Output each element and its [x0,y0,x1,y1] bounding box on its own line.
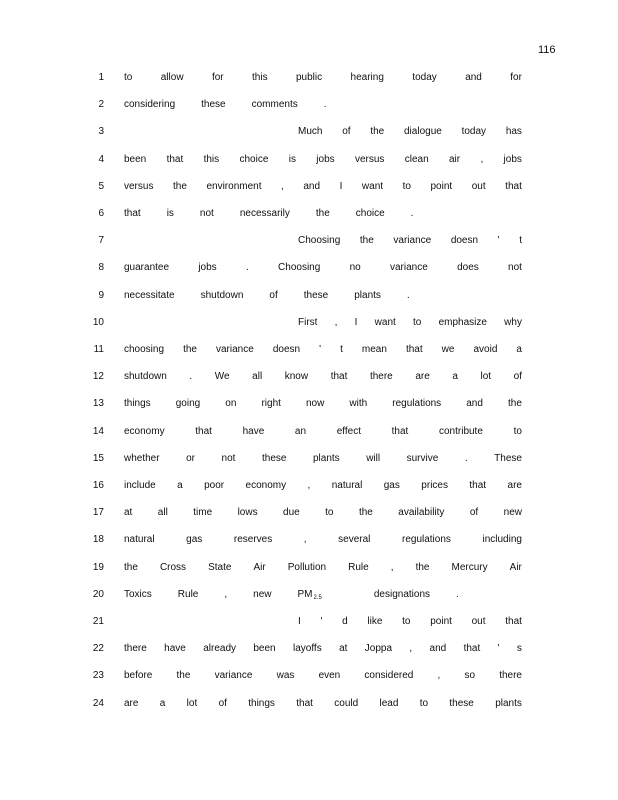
word: point [430,616,452,627]
line-text [124,99,522,110]
transcript-line [0,589,618,605]
word: today [461,126,487,138]
word: plants [495,697,522,709]
line-text [124,262,522,273]
word: we [441,344,455,355]
transcript-line [0,126,618,142]
word: Toxics [124,588,152,600]
word: Air [253,561,266,573]
line-text [124,208,522,219]
word: availability [398,507,445,519]
transcript-line [0,426,618,442]
line-text [298,235,522,246]
word: could [334,697,359,709]
word: or [186,452,196,464]
word: all [252,371,263,383]
word: lot [186,697,198,709]
word: , [281,180,284,192]
word: the [176,670,191,682]
line-text [124,670,522,681]
word: natural [331,480,363,491]
line-text [124,562,522,573]
word: due [283,507,300,519]
word: economy [124,425,165,437]
word: going [175,398,201,410]
word: layoffs [292,643,322,655]
word: these [303,289,329,301]
transcript-line [0,99,618,115]
word: considered [364,670,414,682]
word: an [294,425,307,437]
word: t [340,344,343,355]
line-number: 18 [92,534,104,546]
word: plants [312,452,340,464]
word: that [469,480,487,491]
word: not [508,262,522,274]
transcript-line [0,616,618,632]
word: to [402,616,411,627]
word: have [242,425,265,437]
transcript-line [0,72,618,88]
word: the [173,180,187,192]
word: of [469,507,479,519]
word: new [503,507,522,519]
line-text [124,72,522,83]
line-number: 6 [98,208,104,219]
word: will [366,452,381,464]
word: ' [320,616,323,627]
word: . [406,289,410,301]
word: considering [124,99,176,111]
word: to [124,72,133,83]
line-text [124,480,522,491]
word: the [358,507,373,519]
word: these [449,697,474,709]
line-number: 12 [92,371,104,383]
word: necessarily [239,208,290,219]
word: necessitate [124,289,175,301]
word: at [339,643,348,655]
word: Air [509,561,522,573]
line-text [124,534,522,545]
word: that [124,208,141,219]
word: including [482,534,522,546]
word: gas [383,480,400,491]
transcript-line [0,235,618,251]
word: so [464,670,476,682]
word: versus [354,153,385,165]
word: , [437,670,441,682]
word: Rule [348,561,369,573]
word: $PM_{2.5}$ [297,588,322,601]
word: for [510,72,522,83]
word: State [208,561,232,573]
line-text [124,507,522,518]
word: right [261,398,281,410]
transcript-line [0,398,618,414]
line-number: 4 [98,153,104,165]
line-number: 7 [98,235,104,247]
word: gas [186,534,203,546]
word: a [159,697,166,709]
transcript-line [0,480,618,496]
word: why [504,316,522,328]
line-number: 16 [92,480,104,491]
word: was [276,670,295,682]
line-text [124,589,522,601]
word: . [410,208,414,219]
word: jobs [316,153,335,165]
word: contribute [438,425,483,437]
word: these [261,452,287,464]
word: clean [404,153,429,165]
word: does [457,262,479,274]
word: d [342,616,348,627]
word: that [195,425,212,437]
line-text [124,398,522,409]
line-number: 22 [92,643,104,655]
word: that [330,371,348,383]
word: variance [393,235,432,247]
word: there [369,371,393,383]
word: things [124,398,151,410]
transcript-line [0,290,618,306]
word: the [415,561,430,573]
word: Choosing [278,262,321,274]
word: want [374,316,396,328]
word: of [342,126,351,138]
word: a [516,344,522,355]
word: doesn [272,344,301,355]
subscript: 2.5 [313,594,322,601]
word: Joppa [364,643,393,655]
word: We [214,371,230,383]
word: effect [336,425,361,437]
word: whether [124,452,160,464]
word: natural [124,534,155,546]
word: several [338,534,371,546]
word: . [464,452,468,464]
word: of [218,697,227,709]
line-number: 10 [92,316,104,328]
transcript-line [0,670,618,686]
word: that [166,153,184,165]
word: . [245,262,249,274]
word: today [412,72,437,83]
transcript-line [0,534,618,550]
word: . [323,99,327,111]
transcript-line [0,344,618,360]
line-text [124,154,522,165]
word: allow [160,72,184,83]
word: and [429,643,447,655]
line-text [298,616,522,627]
transcript-line [0,562,618,578]
word: already [203,643,237,655]
line-number: 20 [92,588,104,600]
word: mean [361,344,387,355]
word: Choosing [298,235,341,247]
line-text [298,126,522,137]
word: the [508,398,522,410]
word: economy [245,480,287,491]
line-text [298,317,522,328]
word: there [499,670,522,682]
word: out [471,180,486,192]
word: that [505,180,522,192]
word: are [415,371,430,383]
word: choice [355,208,385,219]
word: variance [214,670,253,682]
word: . [456,588,459,600]
word: avoid [473,344,498,355]
word: emphasize [438,316,487,328]
word: no [349,262,361,274]
word: have [164,643,186,655]
word: regulations [401,534,451,546]
word: Rule [177,588,199,600]
word: ' [497,643,500,655]
word: now [305,398,325,410]
transcript-line [0,643,618,659]
word: t [519,235,522,247]
word: choice [239,153,269,165]
word: been [124,153,147,165]
word: and [466,398,483,410]
word: ' [497,235,500,247]
word: there [124,643,147,655]
word: Mercury [451,561,488,573]
word: of [513,371,522,383]
transcript-line [0,507,618,523]
line-number: 3 [98,126,104,138]
transcript-line [0,154,618,170]
word: before [124,670,153,682]
word: is [288,153,296,165]
line-number: 19 [92,561,104,573]
line-number: 11 [93,344,104,355]
word: point [430,180,453,192]
word: is [166,208,174,219]
word: the [183,344,197,355]
word: . [189,371,193,383]
word: know [284,371,309,383]
word: this [252,72,268,83]
word: , [390,561,394,573]
page-number: 116 [538,44,556,56]
line-number: 15 [92,452,104,464]
word: I [298,616,301,627]
word: variance [389,262,428,274]
word: the [370,126,385,138]
word: I [354,316,358,328]
word: , [409,643,413,655]
line-text [124,290,522,301]
word: survive [406,452,439,464]
word: to [413,316,422,328]
word: that [296,697,313,709]
word: has [505,126,522,138]
word: not [199,208,214,219]
line-number: 9 [98,289,104,301]
line-text [124,643,522,654]
word: are [507,480,522,491]
word: shutdown [124,371,167,383]
word: reserves [233,534,273,546]
line-number: 2 [98,99,104,111]
word: plants [354,289,381,301]
word: are [124,697,139,709]
word: want [361,180,384,192]
word: of [269,289,278,301]
line-number: 21 [92,616,104,627]
word: at [124,507,133,519]
word: hearing [350,72,384,83]
word: a [177,480,183,491]
word: comments [251,99,298,111]
line-number: 17 [92,507,104,519]
word: designations [373,588,431,600]
word: These [494,452,522,464]
transcript-line [0,317,618,333]
word: a [452,371,458,383]
word: new [253,588,272,600]
word: s [516,643,522,655]
word: First [298,316,318,328]
word: like [367,616,383,627]
line-number: 1 [98,72,104,83]
line-number: 5 [98,180,104,192]
word: shutdown [200,289,244,301]
word: that [391,425,409,437]
word: Cross [159,561,187,573]
word: that [463,643,481,655]
word: for [211,72,224,83]
word: that [405,344,423,355]
transcript-line [0,262,618,278]
word: public [296,72,323,83]
line-text [124,698,522,709]
word: prices [421,480,448,491]
line-number: 8 [98,262,104,274]
word: include [124,480,156,491]
word: versus [124,180,154,192]
word: dialogue [404,126,442,138]
word: jobs [198,262,217,274]
line-number: 13 [92,398,104,410]
word: air [448,153,461,165]
word: the [124,561,138,573]
line-text [124,426,522,437]
word: and [465,72,482,83]
word: this [203,153,220,165]
word: to [513,425,522,437]
word: the [359,235,374,247]
word: on [225,398,237,410]
word: doesn [450,235,479,247]
transcript-line [0,371,618,387]
word: regulations [392,398,442,410]
word: out [471,616,486,627]
word: jobs [503,153,522,165]
word: that [505,616,522,627]
word: , [307,480,311,491]
line-number: 23 [92,670,104,682]
word: Much [298,126,323,138]
word: lot [480,371,492,383]
word: all [157,507,168,519]
line-number: 14 [92,425,104,437]
transcript-line [0,453,618,469]
line-text [124,371,522,382]
word: , [224,588,228,600]
word: even [318,670,341,682]
word: not [221,452,236,464]
word: ' [319,344,322,355]
word: choosing [124,344,165,355]
word: and [303,180,321,192]
word: poor [204,480,225,491]
word: Pollution [287,561,327,573]
word: these [201,99,226,111]
line-text [124,181,522,192]
word: time [193,507,213,519]
word: lead [379,697,399,709]
word: , [480,153,484,165]
word: things [248,697,275,709]
transcript-line [0,181,618,197]
word: with [349,398,368,410]
word: lows [237,507,258,519]
word: been [253,643,276,655]
word: variance [216,344,254,355]
word: , [303,534,307,546]
word: guarantee [124,262,170,274]
word: , [334,316,338,328]
line-text [124,453,522,464]
line-number: 24 [92,697,104,709]
word: to [419,697,429,709]
word: to [402,180,411,192]
word: to [325,507,334,519]
transcript-line [0,698,618,714]
transcript-line [0,208,618,224]
word: the [315,208,330,219]
line-text [124,344,522,355]
word: environment [206,180,262,192]
word: I [339,180,343,192]
